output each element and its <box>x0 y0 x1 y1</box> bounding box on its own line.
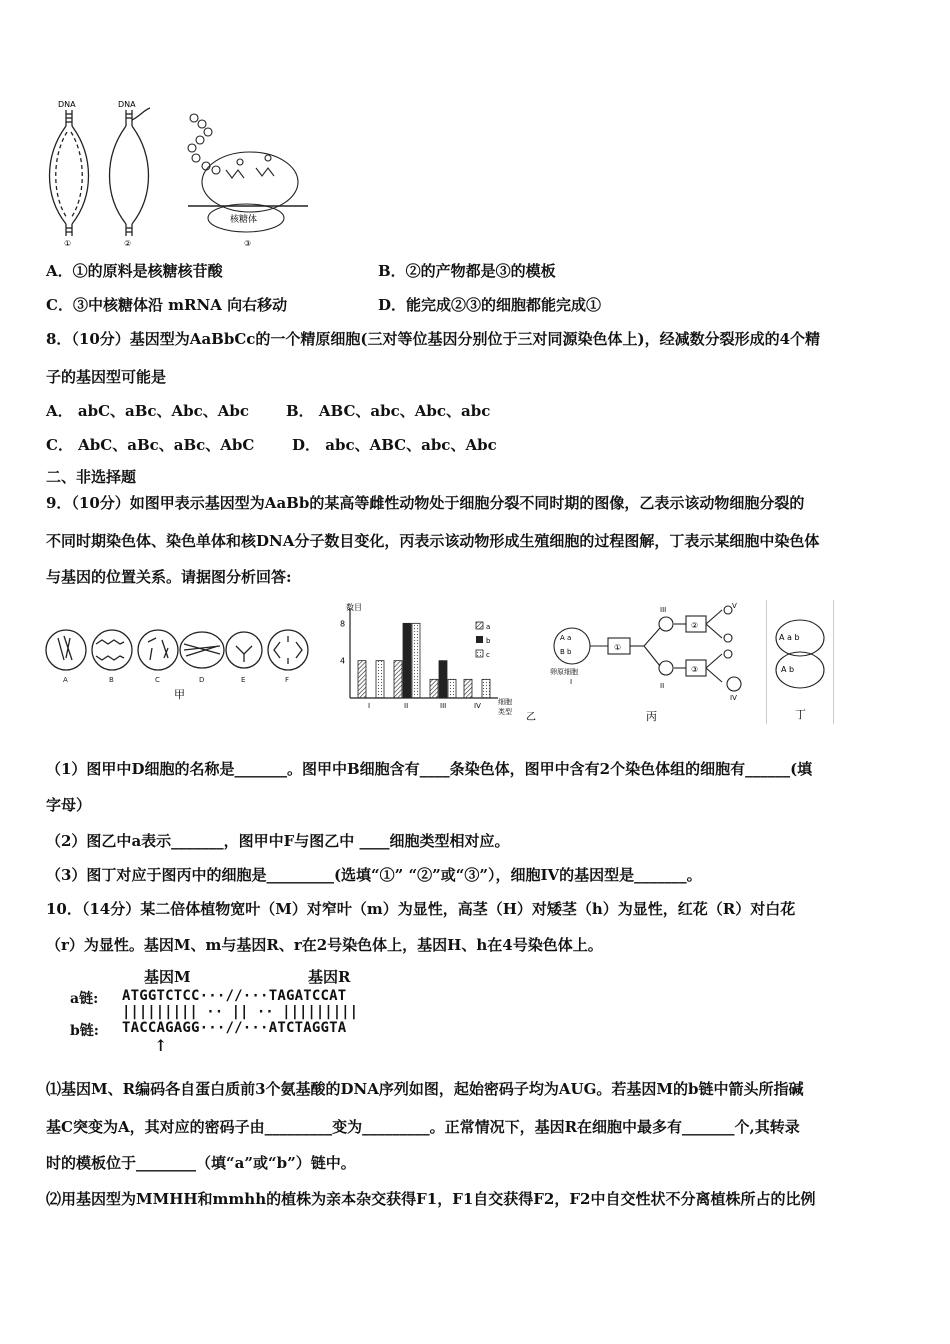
dna-replication-1 <box>50 110 89 236</box>
bing-label-iv: IV <box>730 694 737 702</box>
jia-label-d: D <box>199 676 205 684</box>
chain-a-sequence: ATGGTCTCC···//···TAGATCCAT <box>122 988 347 1004</box>
chain-a-label: a链: <box>70 991 99 1007</box>
q7-option-d: D．能完成②③的细胞都能完成① <box>378 296 602 314</box>
bar-IV-c <box>482 679 490 698</box>
q10-stem-line1: 10．（14分）某二倍体植物宽叶（M）对窄叶（m）为显性，高茎（H）对矮茎（h）为显性，红花（R）对白花 <box>46 900 796 918</box>
q8-stem-line2: 子的基因型可能是 <box>46 368 167 386</box>
figure-bing <box>544 600 764 724</box>
yi-ytick-8: 8 <box>340 619 346 629</box>
jia-cell-labels <box>63 676 289 684</box>
jia-caption: 甲 <box>174 688 185 701</box>
figure-label-1: ① <box>64 239 72 248</box>
bar-I-c <box>376 661 384 698</box>
bing-cell-iii <box>659 617 673 631</box>
figure-q7 <box>40 96 320 248</box>
figure-jia <box>44 618 324 704</box>
jia-label-a: A <box>63 676 68 684</box>
mutation-arrow: ↑ <box>154 1036 168 1055</box>
bar-III-a <box>430 679 438 698</box>
figure-q7-svg <box>40 96 320 248</box>
yi-xtick-1: I <box>368 702 371 710</box>
legend-c: c <box>486 651 490 659</box>
q8-stem-line1: 8．（10分）基因型为AaBbCc的一个精原细胞(三对等位基因分别位于三对同源染色体上)，经减数分裂形成的4个精 <box>46 330 821 348</box>
bing-label-v: V <box>732 602 737 610</box>
section-heading: 二、非选择题 <box>46 468 137 486</box>
bar-II-b <box>403 623 411 698</box>
q9-sub1-line1: （1）图甲中D细胞的名称是_______。图甲中B细胞含有____条染色体，图甲中含有2个染色体组的细胞有______(填 <box>46 760 813 778</box>
bing-genes-2: B b <box>560 648 572 656</box>
q7-option-c: C．③中核糖体沿 mRNA 向右移动 <box>46 296 288 314</box>
dna-label-1: DNA <box>58 100 76 109</box>
jia-cell-a <box>46 630 86 670</box>
jia-cell-b <box>92 630 132 670</box>
q10-stem-line2: （r）为显性。基因M、m与基因R、r在2号染色体上，基因H、h在4号染色体上。 <box>46 936 603 954</box>
legend-swatch-a <box>476 622 483 629</box>
figure-label-2: ② <box>124 239 132 248</box>
q10-p1-line2: 基C突变为A，其对应的密码子由_________变为_________。正常情况下，基因R在细胞中最多有_______个,其转录 <box>46 1118 800 1136</box>
bing-label-ii: II <box>660 682 665 690</box>
bing-step-2: ② <box>691 621 699 630</box>
q10-p1-line3: 时的模板位于________（填“a”或“b”）链中。 <box>46 1154 356 1172</box>
bing-step-3: ③ <box>691 665 699 674</box>
figure-yi <box>338 600 538 722</box>
q9-sub1-line2: 字母） <box>46 796 92 814</box>
chart-yi-svg <box>338 600 538 722</box>
legend-b: b <box>486 637 491 645</box>
jia-label-f: F <box>285 676 290 684</box>
figure-q10-dna <box>70 966 410 1060</box>
bing-cell-i-label: 卵原细胞 <box>550 668 578 676</box>
yi-xlabel-2: 类型 <box>498 708 512 716</box>
bar-I-a <box>358 661 366 698</box>
q10-p1-line1: ⑴基因M、R编码各自蛋白质前3个氨基酸的DNA序列如图，起始密码子均为AUG。若基因M的b链中箭头所指碱 <box>46 1080 804 1098</box>
yi-ytick-4: 4 <box>340 656 346 666</box>
dna-transcription-2 <box>110 108 151 236</box>
gene-r-label: 基因R <box>308 968 351 986</box>
ding-genes-bottom: A b <box>781 665 795 674</box>
bar-II-c <box>412 623 420 698</box>
figure-ding <box>766 600 834 724</box>
bar-III-b <box>439 661 447 698</box>
bing-cell-i-numeral: I <box>570 678 573 686</box>
figure-bing-svg <box>544 600 764 724</box>
yi-caption: 乙 <box>526 712 536 722</box>
q8-option-c: C． AbC、aBc、aBc、AbC <box>46 436 255 454</box>
q9-sub2: （2）图乙中a表示_______，图甲中F与图乙中 ____细胞类型相对应。 <box>46 832 510 850</box>
legend-swatch-c <box>476 650 483 657</box>
yi-xtick-4: IV <box>474 702 481 710</box>
gene-m-label: 基因M <box>144 968 191 986</box>
figure-ding-svg <box>767 600 833 724</box>
jia-label-b: B <box>109 676 114 684</box>
jia-label-e: E <box>241 676 246 684</box>
bing-cell-iv <box>727 677 741 691</box>
bar-III-c <box>448 679 456 698</box>
yi-xlabel-1: 细胞 <box>498 698 512 706</box>
bing-genes-1: A a <box>560 634 572 642</box>
legend-swatch-b <box>476 636 483 643</box>
bing-cell-ii <box>659 661 673 675</box>
bing-step-1: ① <box>614 643 622 652</box>
q7-option-a: A．①的原料是核糖核苷酸 <box>46 262 223 280</box>
dna-label-2: DNA <box>118 100 136 109</box>
jia-cell-e <box>226 632 262 668</box>
yi-legend <box>476 622 491 659</box>
q8-option-d: D． abc、ABC、abc、Abc <box>292 436 497 454</box>
yi-xticks <box>368 702 481 710</box>
yi-xtick-3: III <box>440 702 447 710</box>
chain-b-label: b链: <box>70 1023 99 1039</box>
q9-sub3: （3）图丁对应于图丙中的细胞是_________(选填“①” “②”或“③”），细胞IV的基因型是_______。 <box>46 866 702 884</box>
bar-II-a <box>394 661 402 698</box>
q7-option-b: B．②的产物都是③的模板 <box>378 262 556 280</box>
q10-p2-line1: ⑵用基因型为MMHH和mmhh的植株为亲本杂交获得F1，F1自交获得F2，F2中自交性状不分离植株所占的比例 <box>46 1190 816 1208</box>
ding-caption: 丁 <box>795 708 806 721</box>
q9-stem-line2: 不同时期染色体、染色单体和核DNA分子数目变化，丙表示该动物形成生殖细胞的过程图解，丁表示某细胞中染色体 <box>46 532 820 550</box>
bar-IV-a <box>464 679 472 698</box>
chain-b-sequence: TACCAGAGG···//···ATCTAGGTA <box>122 1020 347 1036</box>
yi-ylabel: 数目 <box>346 603 362 612</box>
q9-stem-line1: 9．（10分）如图甲表示基因型为AaBb的某高等雌性动物处于细胞分裂不同时期的图像，乙表示该动物细胞分裂的 <box>46 494 805 512</box>
q9-stem-line3: 与基因的位置关系。请据图分析回答: <box>46 568 292 586</box>
jia-cells <box>46 630 308 670</box>
base-pair-lines: ||||||||| ·· || ·· ||||||||| <box>122 1004 359 1020</box>
ding-genes-top: A a b <box>779 633 800 642</box>
figure-jia-svg <box>44 618 324 704</box>
jia-label-c: C <box>155 676 160 684</box>
q8-option-a: A． abC、aBc、Abc、Abc <box>46 402 250 420</box>
bing-label-iii: III <box>660 606 667 614</box>
yi-bars <box>358 623 490 698</box>
q8-option-b: B． ABC、abc、Abc、abc <box>286 402 491 420</box>
bing-caption: 丙 <box>646 710 657 723</box>
figure-label-3: ③ <box>244 239 252 248</box>
yi-xtick-2: II <box>404 702 409 710</box>
legend-a: a <box>486 623 491 631</box>
ribosome-label: 核糖体 <box>230 215 258 225</box>
jia-cell-c <box>138 630 178 670</box>
